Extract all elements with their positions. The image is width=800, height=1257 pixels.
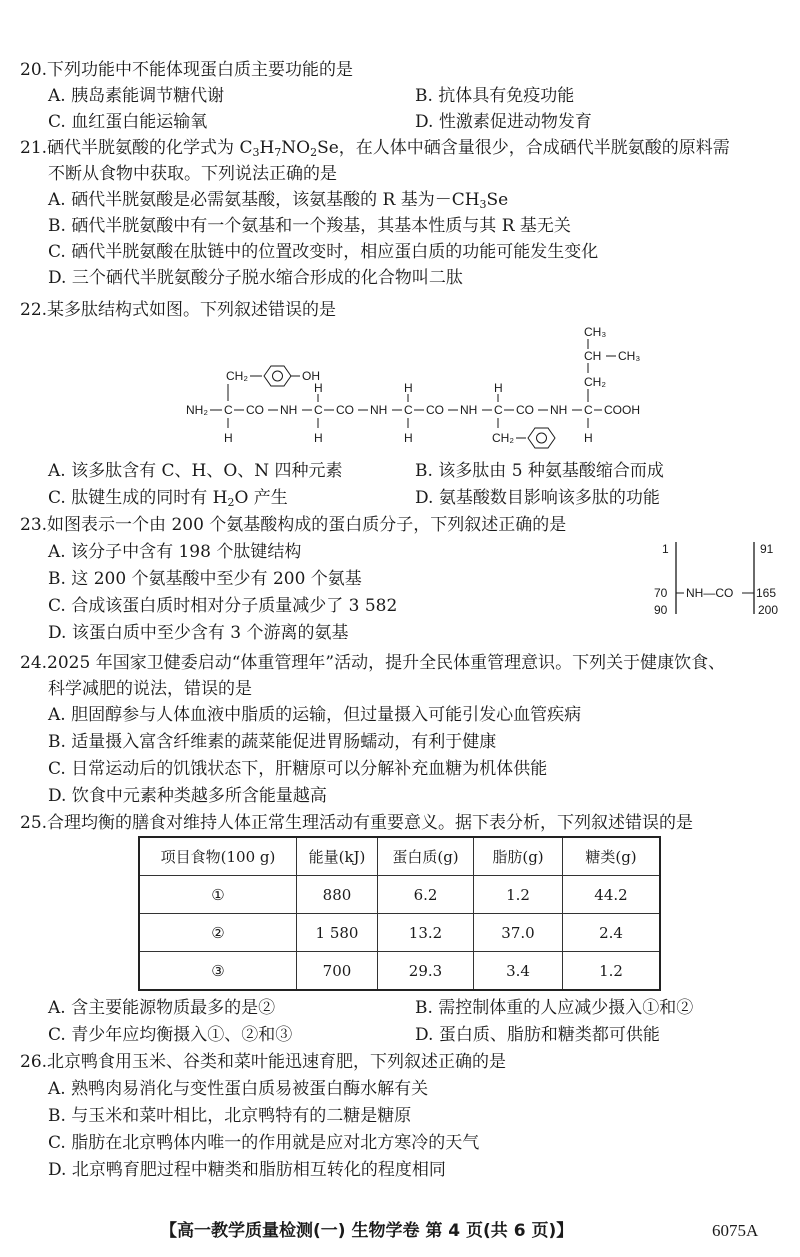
table-header-row <box>139 837 660 876</box>
struct-nh3: NH <box>460 403 478 417</box>
struct-nh2: NH₂ <box>186 403 208 417</box>
q20-option-a: A. 胰岛素能调节糖代谢 <box>48 86 225 106</box>
food-nutrition-table <box>138 836 661 991</box>
table-cell: 3.4 <box>474 952 563 991</box>
q21-subscript: 3 <box>252 146 260 159</box>
struct-h-r2-top: H <box>314 381 323 395</box>
q25-option-d: D. 蛋白质、脂肪和糖类都可供能 <box>415 1025 660 1045</box>
fig-label-200: 200 <box>758 603 779 617</box>
q23-option-d: D. 该蛋白质中至少含有 3 个游离的氨基 <box>48 623 349 643</box>
table-cell: 880 <box>297 876 378 914</box>
table-cell: ① <box>139 876 297 914</box>
table-cell: ② <box>139 914 297 952</box>
protein-chain-diagram <box>648 538 788 622</box>
struct-h-r5-bottom: H <box>584 431 593 445</box>
q26-stem: 26.北京鸭食用玉米、谷类和菜叶能迅速育肥，下列叙述正确的是 <box>20 1052 507 1072</box>
paper-code: 6075A <box>712 1221 759 1240</box>
q24-stem-line2: 科学减肥的说法，错误的是 <box>48 679 252 699</box>
struct-c1: C <box>224 403 233 417</box>
q26-option-b: B. 与玉米和菜叶相比，北京鸭特有的二糖是糖原 <box>48 1106 412 1126</box>
q21-option-a-subscript: 3 <box>479 198 487 211</box>
fig-label-70: 70 <box>654 586 668 600</box>
struct-ch2-r1: CH₂ <box>226 369 248 383</box>
fig-link: NH—CO <box>686 586 734 600</box>
table-cell: 1.2 <box>563 952 661 991</box>
struct-ch3-side: CH₃ <box>618 349 641 363</box>
q22-option-b: B. 该多肽由 5 种氨基酸缩合而成 <box>415 461 664 481</box>
struct-nh1: NH <box>280 403 298 417</box>
struct-h-r3-bottom: H <box>404 431 413 445</box>
fig-label-165: 165 <box>756 586 777 600</box>
q24-option-b: B. 适量摄入富含纤维素的蔬菜能促进胃肠蠕动，有利于健康 <box>48 732 497 752</box>
struct-nh2b: NH <box>370 403 388 417</box>
q25-option-a: A. 含主要能源物质最多的是② <box>48 998 276 1018</box>
struct-nh4: NH <box>550 403 568 417</box>
table-header-cell: 能量(kJ) <box>297 837 378 876</box>
q21-stem-line2: 不断从食物中获取。下列说法正确的是 <box>48 164 337 184</box>
struct-c3: C <box>404 403 413 417</box>
struct-ch3-top: CH₃ <box>584 325 607 339</box>
q23-option-b: B. 这 200 个氨基酸中至少有 200 个氨基 <box>48 569 362 589</box>
q23-option-a: A. 该分子中含有 198 个肽键结构 <box>48 542 302 562</box>
table-row <box>139 876 660 914</box>
struct-c4: C <box>494 403 503 417</box>
struct-ch2-r4: CH₂ <box>492 431 514 445</box>
q21-option-a-text: A. 硒代半胱氨酸是必需氨基酸，该氨基酸的 R 基为－CH <box>48 190 480 210</box>
q20-stem: 20.下列功能中不能体现蛋白质主要功能的是 <box>20 60 354 80</box>
table-cell: 6.2 <box>378 876 474 914</box>
q20-option-d: D. 性激素促进动物发育 <box>415 112 592 132</box>
struct-co2: CO <box>336 403 354 417</box>
polypeptide-structure-diagram <box>180 322 645 454</box>
q21-option-a-end: Se <box>486 190 509 210</box>
q22-option-c-subscript: 2 <box>227 496 235 509</box>
table-cell: 1 580 <box>297 914 378 952</box>
table-header-cell: 脂肪(g) <box>474 837 563 876</box>
fig-label-91: 91 <box>760 542 774 556</box>
struct-cooh: COOH <box>604 403 640 417</box>
q25-option-b: B. 需控制体重的人应减少摄入①和② <box>415 998 694 1018</box>
struct-c5: C <box>584 403 593 417</box>
table-cell: 37.0 <box>474 914 563 952</box>
q22-option-c-end: O 产生 <box>234 488 288 508</box>
table-header-cell: 项目食物(100 g) <box>139 837 297 876</box>
table-cell: 700 <box>297 952 378 991</box>
struct-ch2-r5: CH₂ <box>584 375 606 389</box>
struct-co3: CO <box>426 403 444 417</box>
fig-label-1: 1 <box>662 542 669 556</box>
q25-stem: 25.合理均衡的膳食对维持人体正常生理活动有重要意义。据下表分析，下列叙述错误的是 <box>20 813 694 833</box>
q21-stem-part: Se，在人体中硒含量很少，合成硒代半胱氨酸的原料需 <box>317 138 730 158</box>
q21-option-b: B. 硒代半胱氨酸中有一个氨基和一个羧基，其基本性质与其 R 基无关 <box>48 216 571 236</box>
q26-option-a: A. 熟鸭肉易消化与变性蛋白质易被蛋白酶水解有关 <box>48 1079 429 1099</box>
struct-ch: CH <box>584 349 602 363</box>
q20-option-c: C. 血红蛋白能运输氧 <box>48 112 208 132</box>
struct-h-r1-bottom: H <box>224 431 233 445</box>
struct-h-r2-bottom: H <box>314 431 323 445</box>
q23-option-c: C. 合成该蛋白质时相对分子质量减少了 3 582 <box>48 596 398 616</box>
q21-subscript: 7 <box>274 146 282 159</box>
q22-option-c-text: C. 肽键生成的同时有 H <box>48 488 228 508</box>
table-cell: 2.4 <box>563 914 661 952</box>
struct-co4: CO <box>516 403 534 417</box>
q23-stem: 23.如图表示一个由 200 个氨基酸构成的蛋白质分子，下列叙述正确的是 <box>20 515 567 535</box>
table-row <box>139 914 660 952</box>
q22-option-a: A. 该多肽含有 C、H、O、N 四种元素 <box>48 461 343 481</box>
struct-c2: C <box>314 403 323 417</box>
table-header-cell: 糖类(g) <box>563 837 661 876</box>
struct-h-r4-top: H <box>494 381 503 395</box>
q25-option-c: C. 青少年应均衡摄入①、②和③ <box>48 1025 293 1045</box>
struct-h-r3-top: H <box>404 381 413 395</box>
table-header-cell: 蛋白质(g) <box>378 837 474 876</box>
struct-co1: CO <box>246 403 264 417</box>
table-cell: 44.2 <box>563 876 661 914</box>
q21-stem-part: NO <box>281 138 311 158</box>
table-cell: 1.2 <box>474 876 563 914</box>
q22-option-d: D. 氨基酸数目影响该多肽的功能 <box>415 488 660 508</box>
table-cell: ③ <box>139 952 297 991</box>
table-cell: 13.2 <box>378 914 474 952</box>
q24-option-d: D. 饮食中元素种类越多所含能量越高 <box>48 786 327 806</box>
fig-label-90: 90 <box>654 603 668 617</box>
q24-option-a: A. 胆固醇参与人体血液中脂质的运输，但过量摄入可能引发心血管疾病 <box>48 705 582 725</box>
q20-option-b: B. 抗体具有免疫功能 <box>415 86 575 106</box>
q26-option-c: C. 脂肪在北京鸭体内唯一的作用就是应对北方寒冷的天气 <box>48 1133 480 1153</box>
q24-option-c: C. 日常运动后的饥饿状态下，肝糖原可以分解补充血糖为机体供能 <box>48 759 548 779</box>
q21-stem-part: 21.硒代半胱氨酸的化学式为 C <box>20 138 253 158</box>
table-cell: 29.3 <box>378 952 474 991</box>
q22-stem: 22.某多肽结构式如图。下列叙述错误的是 <box>20 300 337 320</box>
q21-stem-part: H <box>259 138 275 158</box>
q21-option-c: C. 硒代半胱氨酸在肽链中的位置改变时，相应蛋白质的功能可能发生变化 <box>48 242 599 262</box>
table-row <box>139 952 660 991</box>
q26-option-d: D. 北京鸭育肥过程中糖类和脂肪相互转化的程度相同 <box>48 1160 446 1180</box>
q24-stem-line1: 24.2025 年国家卫健委启动“体重管理年”活动，提升全民体重管理意识。下列关于健康饮食、 <box>20 653 726 673</box>
struct-oh: OH <box>302 369 320 383</box>
q21-subscript: 2 <box>310 146 318 159</box>
page-footer: 【高一教学质量检测(一) 生物学卷 第 4 页(共 6 页)】 <box>160 1221 574 1241</box>
q21-option-d: D. 三个硒代半胱氨酸分子脱水缩合形成的化合物叫二肽 <box>48 268 463 288</box>
